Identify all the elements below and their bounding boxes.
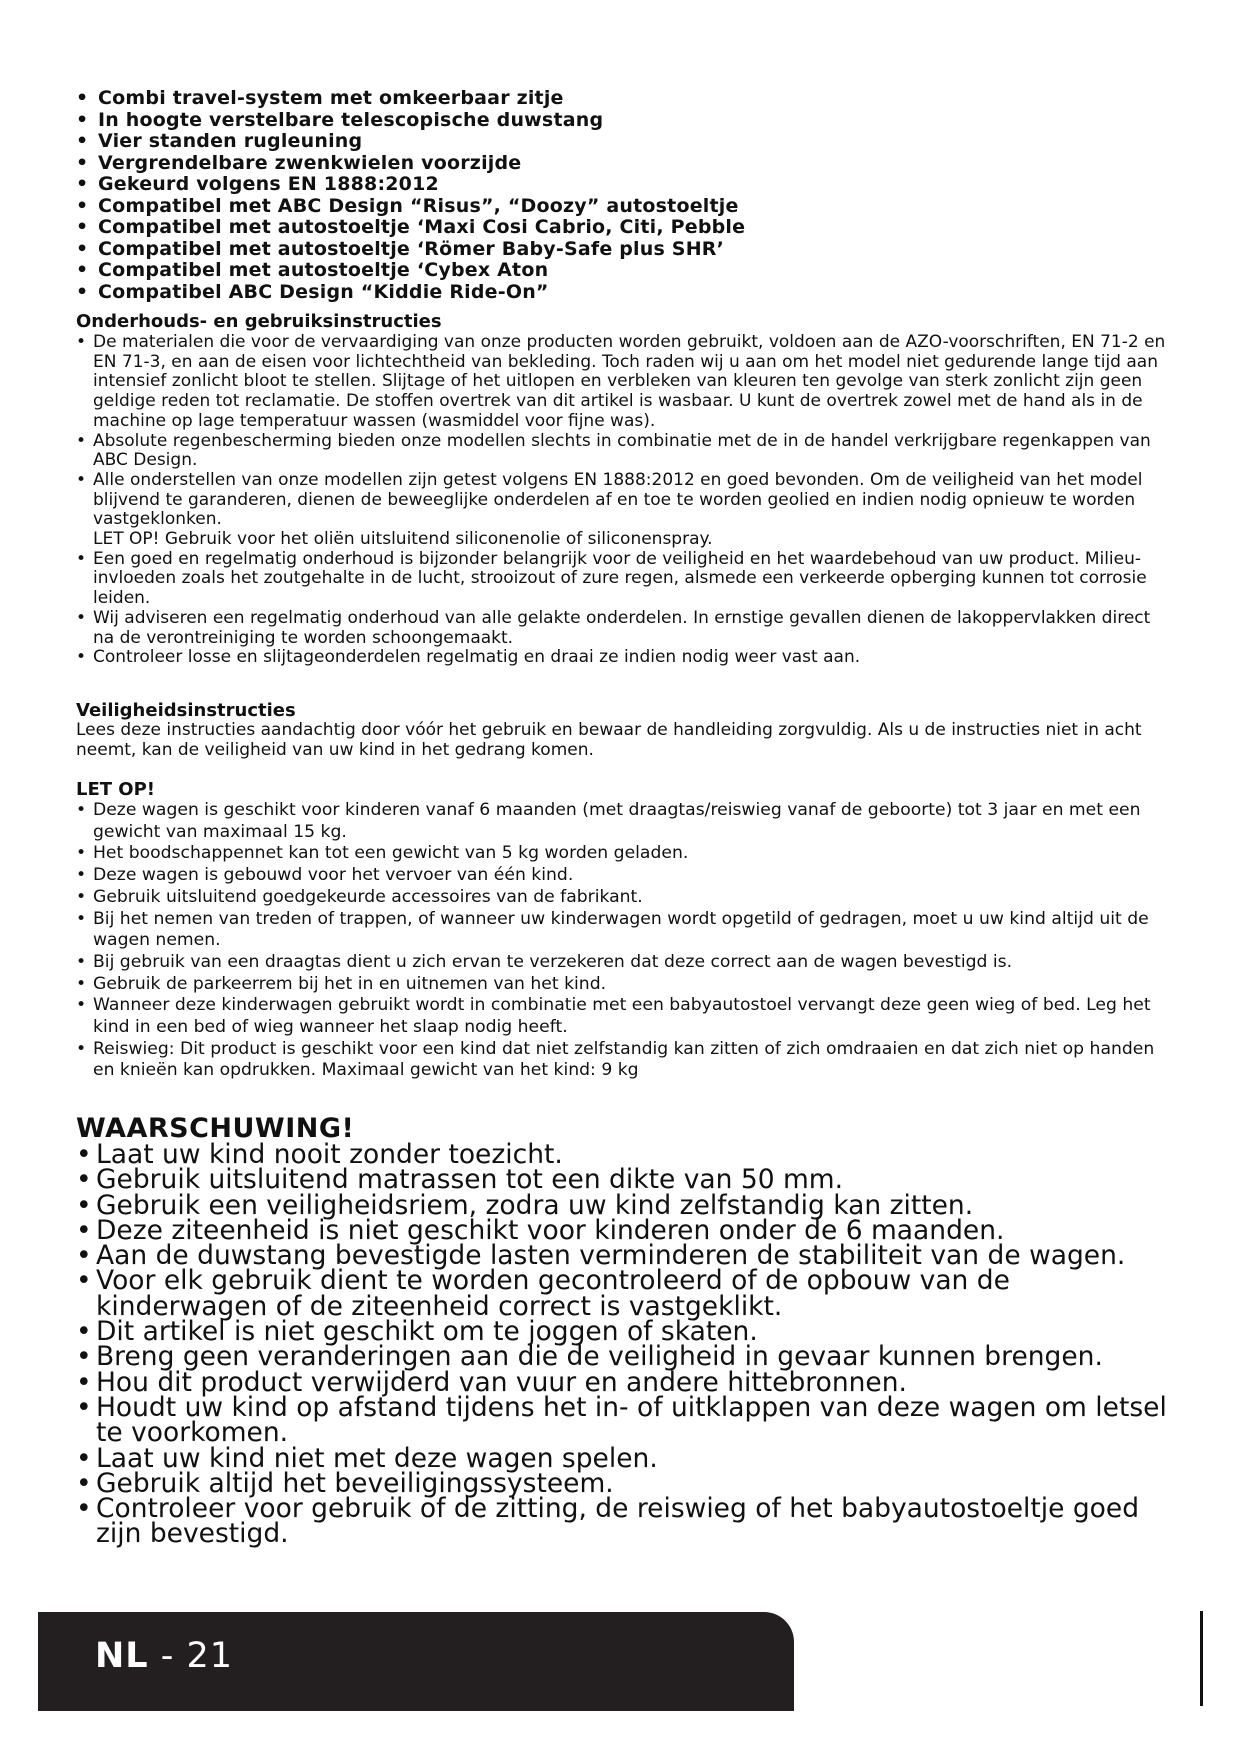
margin-rule	[1200, 1611, 1203, 1706]
maintenance-item: • Controleer losse en slijtageonderdelen regelmatig en draai ze indien nodig weer vast aan.	[76, 648, 1166, 668]
letop-heading: LET OP!	[76, 779, 156, 800]
warning-item: • Laat uw kind nooit zonder toezicht.	[76, 1142, 1186, 1167]
maintenance-note: LET OP! Gebruik voor het oliën uitsluitend siliconenolie of siliconenspray.	[93, 529, 713, 550]
feature-list	[76, 88, 1176, 303]
maintenance-heading: Onderhouds- en gebruiksinstructies	[76, 311, 442, 332]
maintenance-item: • Absolute regenbescherming bieden onze modellen slechts in combinatie met de in de handel verkrijgbare regenkappen van ABC Design.	[76, 432, 1166, 471]
letop-item: • Bij gebruik van een draagtas dient u zich ervan te verzekeren dat deze correct aan de wagen bevestigd is.	[76, 952, 1166, 974]
feature-item: • Combi travel-system met omkeerbaar zitje	[76, 88, 1176, 110]
feature-item: • Vier standen rugleuning	[76, 131, 1176, 153]
letop-item: • Wanneer deze kinderwagen gebruikt wordt in combinatie met een babyautostoel vervangt deze geen wieg of bed. Leg het kind in een bed of wieg wanneer het slaap nodig heeft.	[76, 995, 1166, 1038]
feature-item: • Vergrendelbare zwenkwielen voorzijde	[76, 153, 1176, 175]
warning-item: • Voor elk gebruik dient te worden gecontroleerd of de opbouw van de kinderwagen of de ziteenheid correct is vastgeklikt.	[76, 1268, 1186, 1319]
warning-item: • Breng geen veranderingen aan die de veiligheid in gevaar kunnen brengen.	[76, 1344, 1186, 1369]
letop-item: • Gebruik uitsluitend goedgekeurde accessoires van de fabrikant.	[76, 887, 1166, 909]
feature-item: • Compatibel met autostoeltje ‘Maxi Cosi Cabrio, Citi, Pebble	[76, 217, 1176, 239]
feature-item: • In hoogte verstelbare telescopische duwstang	[76, 110, 1176, 132]
page-footer	[38, 1612, 794, 1711]
feature-item: • Compatibel met autostoeltje ‘Römer Baby-Safe plus SHR’	[76, 239, 1176, 261]
maintenance-item: • Alle onderstellen van onze modellen zijn getest volgens EN 1888:2012 en goed bevonden. Om de veiligheid van het model blijvend te garanderen, dienen de beweeglijke onderdelen af en toe te worden geolied en indien nodig opnieuw te worden vastgeklonken.	[76, 471, 1166, 530]
letop-item: • Deze wagen is gebouwd voor het vervoer van één kind.	[76, 865, 1166, 887]
maintenance-item: • Wij adviseren een regelmatig onderhoud van alle gelakte onderdelen. In ernstige gevallen dienen de lakoppervlakken direct na de verontreiniging te worden schoongemaakt.	[76, 609, 1166, 648]
safety-text: Lees deze instructies aandachtig door vóór het gebruik en bewaar de handleiding zorgvuldig. Als u de instructies niet in acht neemt, kan de veiligheid van uw kind in het gedrang komen.	[76, 720, 1142, 760]
warning-heading: WAARSCHUWING!	[76, 1113, 355, 1144]
warning-item: • Controleer voor gebruik of de zitting, de reiswieg of het babyautostoeltje goed zijn bevestigd.	[76, 1496, 1186, 1547]
warning-list	[76, 1139, 1186, 1550]
warning-item: • Gebruik altijd het beveiligingssysteem.	[76, 1471, 1186, 1496]
maintenance-item: • Een goed en regelmatig onderhoud is bijzonder belangrijk voor de veiligheid en het waardebehoud van uw product. Milieu-invloeden zoals het zoutgehalte in de lucht, strooizout of zure regen, alsmede een verkeerde opberging kunnen tot corrosie leiden.	[76, 550, 1166, 609]
warning-item: • Laat uw kind niet met deze wagen spelen.	[76, 1446, 1186, 1471]
feature-item: • Compatibel met autostoeltje ‘Cybex Aton	[76, 260, 1176, 282]
warning-item: • Aan de duwstang bevestigde lasten verminderen de stabiliteit van de wagen.	[76, 1243, 1186, 1268]
warning-item: • Dit artikel is niet geschikt om te joggen of skaten.	[76, 1319, 1186, 1344]
page-number: 21	[186, 1636, 234, 1676]
letop-item: • Bij het nemen van treden of trappen, of wanneer uw kinderwagen wordt opgetild of gedragen, moet u uw kind altijd uit de wagen nemen.	[76, 909, 1166, 952]
feature-item: • Gekeurd volgens EN 1888:2012	[76, 174, 1176, 196]
warning-item: • Deze ziteenheid is niet geschikt voor kinderen onder de 6 maanden.	[76, 1218, 1186, 1243]
safety-heading: Veiligheidsinstructies	[76, 700, 296, 721]
maintenance-item: • De materialen die voor de vervaardiging van onze producten worden gebruikt, voldoen aan de AZO-voorschriften, EN 71-2 en EN 71-3, en aan de eisen voor lichtechtheid van bekleding. Toch raden wij u aan om het model niet gedurende lange tijd aan intensief zonlicht bloot te stellen. Slijtage of het uitlopen en verbleken van kleuren ten gevolge van sterk zonlicht zijn geen geldige reden tot reclamatie. De stoffen overtrek van dit artikel is wasbaar. U kunt de overtrek zowel met de hand als in de machine op lage temperatuur wassen (wasmiddel voor fijne was).	[76, 333, 1166, 432]
page-number-label	[95, 1636, 233, 1676]
letop-list	[76, 800, 1166, 1082]
feature-item: • Compatibel ABC Design “Kiddie Ride-On”	[76, 282, 1176, 304]
warning-item: • Gebruik uitsluitend matrassen tot een dikte van 50 mm.	[76, 1167, 1186, 1192]
letop-item: • Het boodschappennet kan tot een gewicht van 5 kg worden geladen.	[76, 843, 1166, 865]
warning-item: • Gebruik een veiligheidsriem, zodra uw kind zelfstandig kan zitten.	[76, 1193, 1186, 1218]
letop-item: • Deze wagen is geschikt voor kinderen vanaf 6 maanden (met draagtas/reiswieg vanaf de geboorte) tot 3 jaar en met een gewicht van maximaal 15 kg.	[76, 800, 1166, 843]
letop-item: • Gebruik de parkeerrem bij het in en uitnemen van het kind.	[76, 974, 1166, 996]
letop-item: • Reiswieg: Dit product is geschikt voor een kind dat niet zelfstandig kan zitten of zich omdraaien en dat zich niet op handen en knieën kan opdrukken. Maximaal gewicht van het kind: 9 kg	[76, 1039, 1166, 1082]
language-code: NL	[95, 1636, 149, 1676]
feature-item: • Compatibel met ABC Design “Risus”, “Doozy” autostoeltje	[76, 196, 1176, 218]
page-separator: -	[148, 1636, 187, 1676]
maintenance-list	[76, 333, 1166, 668]
warning-item: • Hou dit product verwijderd van vuur en andere hittebronnen.	[76, 1370, 1186, 1395]
warning-item: • Houdt uw kind op afstand tijdens het in- of uitklappen van deze wagen om letsel te voorkomen.	[76, 1395, 1186, 1446]
